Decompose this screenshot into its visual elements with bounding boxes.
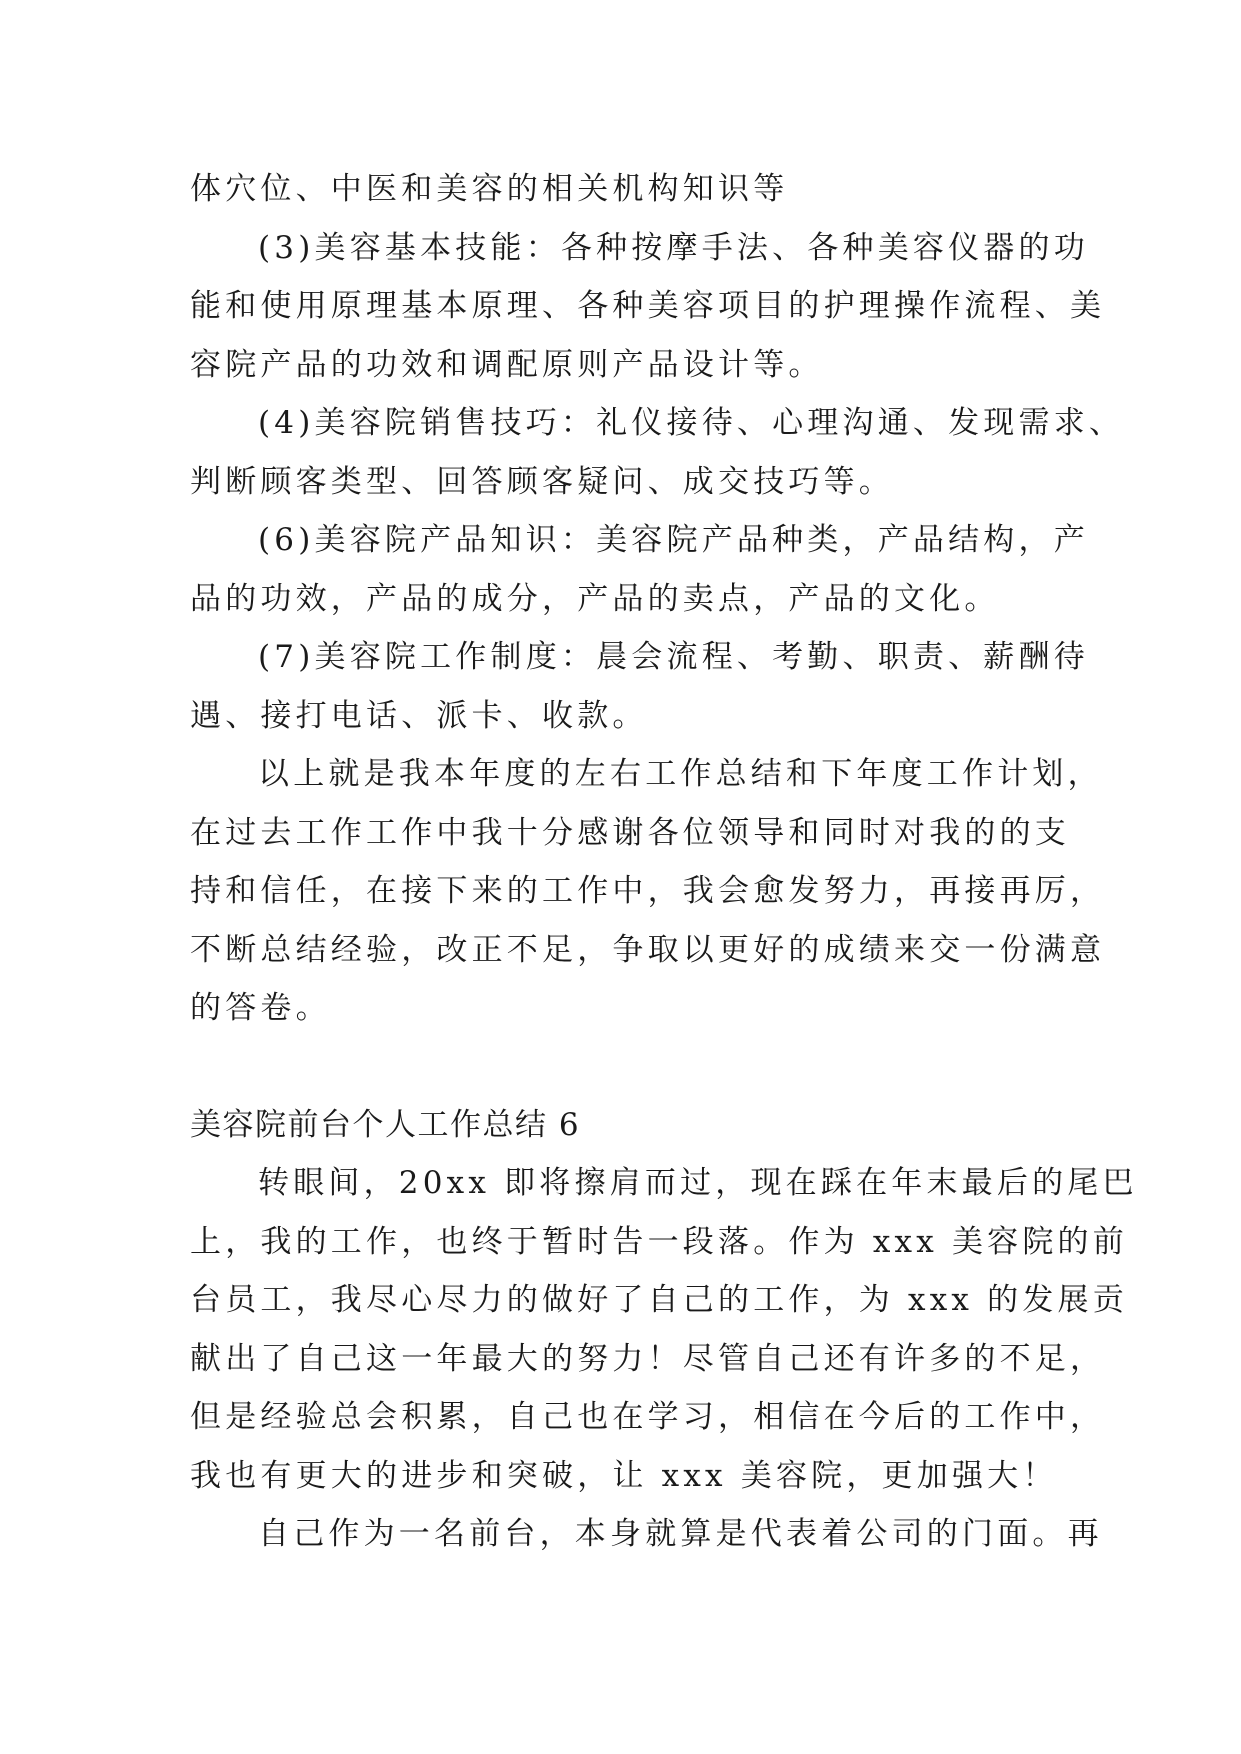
section-heading: 美容院前台个人工作总结 6 — [190, 1106, 581, 1143]
text-line: 品的功效，产品的成分，产品的卖点，产品的文化。 — [190, 580, 1000, 617]
paragraph-item-6 — [190, 511, 1089, 628]
text-line: (3)美容基本技能：各种按摩手法、各种美容仪器的功 — [258, 229, 1089, 266]
text-line: 以上就是我本年度的左右工作总结和下年度工作计划， — [258, 756, 1103, 792]
paragraph-closing — [190, 745, 1106, 1038]
text-line: 的答卷。 — [190, 990, 331, 1026]
text-line: (6)美容院产品知识：美容院产品种类，产品结构，产 — [258, 522, 1089, 558]
text-line: (7)美容院工作制度：晨会流程、考勤、职责、薪酬待 — [258, 639, 1089, 675]
text-line: 转眼间，20xx 即将擦肩而过，现在踩在年末最后的尾巴 — [258, 1165, 1138, 1201]
text-line: 判断顾客类型、回答顾客疑问、成交技巧等。 — [190, 463, 894, 500]
text-line: 在过去工作工作中我十分感谢各位领导和同时对我的的支 — [190, 814, 1070, 851]
paragraph-item-4 — [190, 394, 1125, 511]
text-line: 但是经验总会积累，自己也在学习，相信在今后的工作中， — [190, 1399, 1106, 1435]
paragraph-continuation: 体穴位、中医和美容的相关机构知识等 — [190, 171, 789, 207]
text-line: 上，我的工作，也终于暂时告一段落。作为 xxx 美容院的前 — [190, 1223, 1128, 1260]
text-line: 自己作为一名前台，本身就算是代表着公司的门面。再 — [258, 1516, 1103, 1552]
text-line: 持和信任，在接下来的工作中，我会愈发努力，再接再厉， — [190, 873, 1106, 909]
paragraph-item-3 — [190, 219, 1106, 395]
document-page — [190, 160, 1138, 1564]
paragraph-intro — [190, 1154, 1138, 1505]
paragraph-item-7 — [190, 628, 1089, 745]
text-line: (4)美容院销售技巧：礼仪接待、心理沟通、发现需求、 — [258, 405, 1125, 441]
text-line: 不断总结经验，改正不足，争取以更好的成绩来交一份满意 — [190, 931, 1106, 968]
text-line: 献出了自己这一年最大的努力！尽管自己还有许多的不足， — [190, 1340, 1106, 1377]
text-line: 容院产品的功效和调配原则产品设计等。 — [190, 346, 824, 383]
text-line: 台员工，我尽心尽力的做好了自己的工作，为 xxx 的发展贡 — [190, 1282, 1128, 1318]
text-line: 我也有更大的进步和突破，让 xxx 美容院，更加强大！ — [190, 1457, 1058, 1494]
text-line: 能和使用原理基本原理、各种美容项目的护理操作流程、美 — [190, 288, 1106, 324]
paragraph-second — [190, 1505, 1103, 1564]
text-line: 遇、接打电话、派卡、收款。 — [190, 697, 648, 734]
